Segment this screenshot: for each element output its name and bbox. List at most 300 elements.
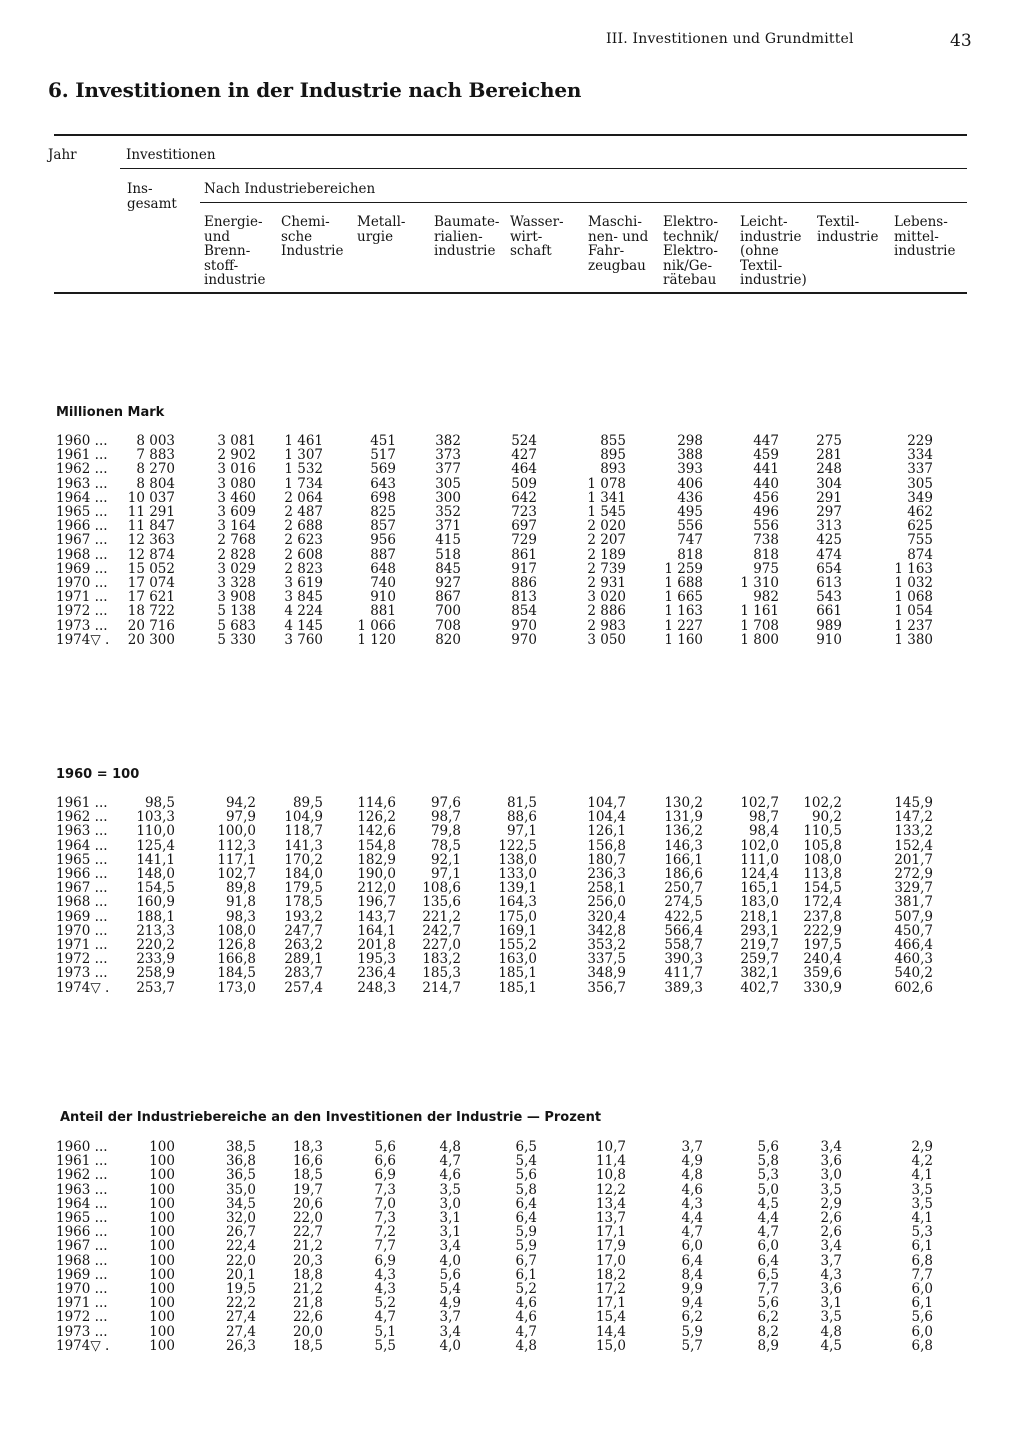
table-cell: 247,7 bbox=[284, 922, 323, 939]
table-row bbox=[0, 852, 1024, 866]
table-cell: 145,9 bbox=[894, 795, 933, 811]
table-cell: 5,4 bbox=[515, 1153, 537, 1170]
table-cell: 855 bbox=[600, 433, 626, 449]
table-cell: 100 bbox=[149, 1195, 175, 1212]
table-cell: 233,9 bbox=[136, 951, 175, 968]
table-cell: 4,9 bbox=[681, 1153, 703, 1170]
table-cell: 183,0 bbox=[740, 894, 779, 911]
col-head-baumaterial: Baumate- rialien- industrie bbox=[434, 214, 500, 259]
table-cell: 6,1 bbox=[911, 1295, 933, 1312]
table-cell: 304 bbox=[816, 475, 842, 492]
row-year: 1963 ... bbox=[56, 1181, 108, 1198]
table-cell: 18,5 bbox=[292, 1337, 323, 1354]
table-cell: 3 760 bbox=[284, 631, 323, 648]
table-cell: 887 bbox=[370, 546, 396, 563]
table-cell: 22,0 bbox=[225, 1252, 256, 1269]
table-cell: 12 874 bbox=[127, 546, 175, 563]
table-cell: 3,5 bbox=[911, 1181, 933, 1198]
table-cell: 381,7 bbox=[894, 894, 933, 911]
section-label-index: 1960 = 100 bbox=[56, 767, 140, 782]
table-cell: 2 886 bbox=[587, 603, 626, 620]
row-year: 1962 ... bbox=[56, 809, 108, 826]
row-year: 1967 ... bbox=[56, 1238, 108, 1255]
table-cell: 102,7 bbox=[217, 866, 256, 882]
header-rule-1 bbox=[120, 168, 967, 169]
table-cell: 195,3 bbox=[357, 951, 396, 968]
col-head-insgesamt: Ins- gesamt bbox=[127, 181, 177, 212]
table-cell: 729 bbox=[511, 532, 537, 549]
table-cell: 4,8 bbox=[681, 1167, 703, 1184]
row-year: 1968 ... bbox=[56, 894, 108, 911]
table-cell: 6,9 bbox=[374, 1252, 396, 1269]
table-cell: 4,8 bbox=[820, 1323, 842, 1340]
table-cell: 2 487 bbox=[284, 504, 323, 520]
table-cell: 845 bbox=[435, 560, 461, 577]
table-cell: 4,1 bbox=[911, 1167, 933, 1184]
col-head-chemie: Chemi- sche Industrie bbox=[281, 214, 344, 259]
table-cell: 229 bbox=[907, 433, 933, 449]
table-cell: 415 bbox=[435, 532, 461, 549]
table-cell: 20,6 bbox=[292, 1195, 323, 1212]
table-row bbox=[0, 1182, 1024, 1196]
table-row bbox=[0, 461, 1024, 478]
col-head-nach-bereichen: Nach Industriebereichen bbox=[204, 181, 376, 197]
table-cell: 18,2 bbox=[595, 1266, 626, 1283]
table-cell: 4,7 bbox=[439, 1153, 461, 1170]
row-year: 1964 ... bbox=[56, 489, 108, 506]
table-cell: 6,7 bbox=[515, 1252, 537, 1269]
table-cell: 97,1 bbox=[506, 823, 537, 840]
table-cell: 22,7 bbox=[292, 1224, 323, 1241]
table-row bbox=[0, 433, 1024, 447]
table-cell: 10,8 bbox=[595, 1167, 626, 1184]
table-cell: 117,1 bbox=[217, 851, 256, 868]
table-cell: 3 081 bbox=[217, 433, 256, 449]
section-label-millionen-mark: Millionen Mark bbox=[56, 405, 165, 420]
table-cell: 289,1 bbox=[284, 951, 323, 968]
row-year: 1969 ... bbox=[56, 1266, 108, 1283]
table-row bbox=[0, 561, 1024, 575]
table-cell: 556 bbox=[677, 518, 703, 535]
table-cell: 218,1 bbox=[740, 908, 779, 925]
table-cell: 507,9 bbox=[894, 908, 933, 925]
table-cell: 122,5 bbox=[498, 837, 537, 854]
table-cell: 893 bbox=[600, 461, 626, 478]
table-cell: 2 623 bbox=[284, 532, 323, 549]
table-cell: 1 545 bbox=[587, 504, 626, 520]
table-cell: 956 bbox=[370, 532, 396, 549]
table-cell: 427 bbox=[511, 447, 537, 464]
table-cell: 13,7 bbox=[595, 1210, 626, 1226]
table-cell: 154,5 bbox=[803, 880, 842, 897]
table-cell: 22,4 bbox=[225, 1238, 256, 1255]
table-cell: 313 bbox=[816, 518, 842, 535]
table-cell: 6,8 bbox=[911, 1252, 933, 1269]
table-cell: 342,8 bbox=[587, 922, 626, 939]
table-cell: 558,7 bbox=[664, 937, 703, 953]
table-cell: 4 224 bbox=[284, 603, 323, 620]
table-cell: 185,1 bbox=[498, 965, 537, 982]
table-cell: 98,5 bbox=[144, 795, 175, 811]
table-cell: 184,0 bbox=[284, 866, 323, 882]
table-cell: 6,5 bbox=[757, 1266, 779, 1283]
table-cell: 436 bbox=[677, 489, 703, 506]
table-cell: 6,4 bbox=[681, 1252, 703, 1269]
table-cell: 300 bbox=[435, 489, 461, 506]
table-cell: 1 163 bbox=[664, 603, 703, 620]
table-cell: 334 bbox=[907, 447, 933, 464]
table-cell: 6,6 bbox=[374, 1153, 396, 1170]
table-cell: 6,4 bbox=[515, 1195, 537, 1212]
table-cell: 3,4 bbox=[439, 1323, 461, 1340]
table-cell: 154,5 bbox=[136, 880, 175, 897]
table-cell: 17,1 bbox=[595, 1224, 626, 1241]
table-cell: 460,3 bbox=[894, 951, 933, 968]
table-cell: 148,0 bbox=[136, 866, 175, 882]
col-head-leichtindustrie: Leicht- industrie (ohne Textil- industrie) bbox=[740, 214, 807, 288]
table-cell: 188,1 bbox=[136, 908, 175, 925]
row-year: 1966 ... bbox=[56, 866, 108, 882]
table-cell: 1 160 bbox=[664, 631, 703, 648]
table-cell: 4,5 bbox=[757, 1195, 779, 1212]
table-row bbox=[0, 1139, 1024, 1153]
table-cell: 1 259 bbox=[664, 560, 703, 577]
table-cell: 982 bbox=[753, 589, 779, 606]
table-cell: 425 bbox=[816, 532, 842, 549]
header-top-rule bbox=[54, 134, 967, 136]
table-cell: 100 bbox=[149, 1139, 175, 1155]
table-cell: 100 bbox=[149, 1323, 175, 1340]
table-cell: 874 bbox=[907, 546, 933, 563]
row-year: 1973 ... bbox=[56, 617, 108, 634]
row-year: 1967 ... bbox=[56, 532, 108, 549]
table-cell: 329,7 bbox=[894, 880, 933, 897]
table-cell: 11 291 bbox=[127, 504, 175, 520]
row-year: 1963 ... bbox=[56, 475, 108, 492]
table-cell: 6,0 bbox=[911, 1281, 933, 1297]
table-cell: 569 bbox=[370, 461, 396, 478]
table-title: 6. Investitionen in der Industrie nach Bereichen bbox=[48, 78, 582, 102]
table-cell: 139,1 bbox=[498, 880, 537, 897]
table-cell: 1 688 bbox=[664, 575, 703, 591]
table-cell: 102,0 bbox=[740, 837, 779, 854]
table-cell: 5 683 bbox=[217, 617, 256, 634]
row-year: 1962 ... bbox=[56, 1167, 108, 1184]
table-cell: 100 bbox=[149, 1153, 175, 1170]
table-cell: 88,6 bbox=[506, 809, 537, 826]
table-cell: 388 bbox=[677, 447, 703, 464]
table-cell: 100 bbox=[149, 1210, 175, 1226]
table-cell: 7,2 bbox=[374, 1224, 396, 1241]
table-cell: 20,3 bbox=[292, 1252, 323, 1269]
table-cell: 22,0 bbox=[292, 1210, 323, 1226]
table-cell: 6,0 bbox=[757, 1238, 779, 1255]
row-year: 1969 ... bbox=[56, 908, 108, 925]
table-cell: 172,4 bbox=[803, 894, 842, 911]
table-cell: 3,5 bbox=[820, 1181, 842, 1198]
table-cell: 2 020 bbox=[587, 518, 626, 535]
table-cell: 723 bbox=[511, 504, 537, 520]
table-cell: 1 461 bbox=[284, 433, 323, 449]
table-row bbox=[0, 447, 1024, 464]
table-cell: 19,7 bbox=[292, 1181, 323, 1198]
table-cell: 3,5 bbox=[911, 1195, 933, 1212]
table-cell: 4,0 bbox=[439, 1252, 461, 1269]
table-cell: 825 bbox=[370, 504, 396, 520]
table-cell: 3 050 bbox=[587, 631, 626, 648]
table-cell: 3,5 bbox=[439, 1181, 461, 1198]
table-cell: 196,7 bbox=[357, 894, 396, 911]
table-cell: 2,9 bbox=[911, 1139, 933, 1155]
table-cell: 105,8 bbox=[803, 837, 842, 854]
row-year: 1965 ... bbox=[56, 851, 108, 868]
table-cell: 3 020 bbox=[587, 589, 626, 606]
row-year: 1962 ... bbox=[56, 461, 108, 478]
row-year: 1968 ... bbox=[56, 1252, 108, 1269]
table-cell: 113,8 bbox=[803, 866, 842, 882]
table-cell: 5 330 bbox=[217, 631, 256, 648]
table-cell: 18 722 bbox=[127, 603, 175, 620]
row-year: 1964 ... bbox=[56, 837, 108, 854]
table-cell: 910 bbox=[816, 631, 842, 648]
table-cell: 2 983 bbox=[587, 617, 626, 634]
table-cell: 3 460 bbox=[217, 489, 256, 506]
row-year: 1974▽ . bbox=[56, 1337, 110, 1354]
table-cell: 173,0 bbox=[217, 979, 256, 996]
table-cell: 291 bbox=[816, 489, 842, 506]
row-year: 1970 ... bbox=[56, 575, 108, 591]
table-cell: 163,0 bbox=[498, 951, 537, 968]
table-cell: 130,2 bbox=[664, 795, 703, 811]
table-cell: 356,7 bbox=[587, 979, 626, 996]
table-cell: 141,3 bbox=[284, 837, 323, 854]
table-cell: 100 bbox=[149, 1266, 175, 1283]
table-cell: 352 bbox=[435, 504, 461, 520]
table-cell: 110,0 bbox=[136, 823, 175, 840]
table-cell: 389,3 bbox=[664, 979, 703, 996]
table-cell: 5 138 bbox=[217, 603, 256, 620]
table-cell: 8 003 bbox=[136, 433, 175, 449]
table-row bbox=[0, 866, 1024, 880]
col-head-lebensmittel: Lebens- mittel- industrie bbox=[894, 214, 956, 259]
row-year: 1971 ... bbox=[56, 1295, 108, 1312]
table-row bbox=[0, 965, 1024, 982]
table-cell: 1 708 bbox=[740, 617, 779, 634]
table-cell: 221,2 bbox=[422, 908, 461, 925]
table-cell: 857 bbox=[370, 518, 396, 535]
table-cell: 390,3 bbox=[664, 951, 703, 968]
table-cell: 236,4 bbox=[357, 965, 396, 982]
table-cell: 970 bbox=[511, 631, 537, 648]
table-row bbox=[0, 980, 1024, 994]
table-cell: 15 052 bbox=[127, 560, 175, 577]
row-year: 1973 ... bbox=[56, 965, 108, 982]
table-cell: 222,9 bbox=[803, 922, 842, 939]
col-head-metallurgie: Metall- urgie bbox=[357, 214, 406, 245]
table-cell: 100 bbox=[149, 1238, 175, 1255]
table-cell: 1 307 bbox=[284, 447, 323, 464]
table-cell: 8,2 bbox=[757, 1323, 779, 1340]
table-cell: 462 bbox=[907, 504, 933, 520]
table-cell: 164,1 bbox=[357, 922, 396, 939]
table-cell: 4,6 bbox=[515, 1295, 537, 1312]
table-cell: 359,6 bbox=[803, 965, 842, 982]
table-cell: 155,2 bbox=[498, 937, 537, 953]
table-row bbox=[0, 1210, 1024, 1224]
table-cell: 26,3 bbox=[225, 1337, 256, 1354]
table-cell: 661 bbox=[816, 603, 842, 620]
table-cell: 111,0 bbox=[740, 851, 779, 868]
table-row bbox=[0, 490, 1024, 504]
table-row bbox=[0, 603, 1024, 620]
table-cell: 371 bbox=[435, 518, 461, 535]
table-row bbox=[0, 1224, 1024, 1241]
table-cell: 867 bbox=[435, 589, 461, 606]
table-cell: 441 bbox=[753, 461, 779, 478]
table-cell: 602,6 bbox=[894, 979, 933, 996]
table-cell: 540,2 bbox=[894, 965, 933, 982]
table-cell: 20,0 bbox=[292, 1323, 323, 1340]
table-cell: 4,8 bbox=[439, 1139, 461, 1155]
table-row bbox=[0, 795, 1024, 809]
row-year: 1961 ... bbox=[56, 1153, 108, 1170]
table-cell: 818 bbox=[677, 546, 703, 563]
table-row bbox=[0, 1253, 1024, 1267]
table-cell: 8,9 bbox=[757, 1337, 779, 1354]
table-cell: 854 bbox=[511, 603, 537, 620]
row-year: 1964 ... bbox=[56, 1195, 108, 1212]
table-cell: 259,7 bbox=[740, 951, 779, 968]
table-cell: 5,4 bbox=[439, 1281, 461, 1297]
table-cell: 201,8 bbox=[357, 937, 396, 953]
table-row bbox=[0, 1295, 1024, 1312]
table-cell: 910 bbox=[370, 589, 396, 606]
table-cell: 131,9 bbox=[664, 809, 703, 826]
table-cell: 2 608 bbox=[284, 546, 323, 563]
table-cell: 18,3 bbox=[292, 1139, 323, 1155]
table-cell: 1 161 bbox=[740, 603, 779, 620]
table-cell: 975 bbox=[753, 560, 779, 577]
table-cell: 4,1 bbox=[911, 1210, 933, 1226]
table-row bbox=[0, 923, 1024, 937]
table-cell: 178,5 bbox=[284, 894, 323, 911]
table-cell: 4,6 bbox=[439, 1167, 461, 1184]
table-cell: 2 828 bbox=[217, 546, 256, 563]
table-cell: 861 bbox=[511, 546, 537, 563]
table-cell: 126,1 bbox=[587, 823, 626, 840]
table-cell: 17,1 bbox=[595, 1295, 626, 1312]
table-cell: 518 bbox=[435, 546, 461, 563]
table-cell: 15,0 bbox=[595, 1337, 626, 1354]
table-row bbox=[0, 476, 1024, 490]
table-cell: 881 bbox=[370, 603, 396, 620]
table-cell: 3 619 bbox=[284, 575, 323, 591]
col-head-year: Jahr bbox=[48, 147, 77, 163]
row-year: 1970 ... bbox=[56, 1281, 108, 1297]
table-cell: 1 054 bbox=[894, 603, 933, 620]
table-cell: 142,6 bbox=[357, 823, 396, 840]
table-cell: 242,7 bbox=[422, 922, 461, 939]
table-cell: 175,0 bbox=[498, 908, 537, 925]
table-cell: 100 bbox=[149, 1337, 175, 1354]
table-cell: 147,2 bbox=[894, 809, 933, 826]
table-cell: 89,5 bbox=[292, 795, 323, 811]
table-cell: 17 621 bbox=[127, 589, 175, 606]
col-head-elektrotechnik: Elektro- technik/ Elektro- nik/Ge- rätebau bbox=[663, 214, 719, 288]
table-cell: 4,7 bbox=[681, 1224, 703, 1241]
table-cell: 6,9 bbox=[374, 1167, 396, 1184]
table-cell: 90,2 bbox=[811, 809, 842, 826]
table-cell: 450,7 bbox=[894, 922, 933, 939]
table-row bbox=[0, 589, 1024, 606]
table-cell: 22,2 bbox=[225, 1295, 256, 1312]
table-cell: 102,7 bbox=[740, 795, 779, 811]
table-row bbox=[0, 809, 1024, 826]
table-cell: 12,2 bbox=[595, 1181, 626, 1198]
table-cell: 700 bbox=[435, 603, 461, 620]
table-cell: 6,5 bbox=[515, 1139, 537, 1155]
table-cell: 114,6 bbox=[357, 795, 396, 811]
table-cell: 154,8 bbox=[357, 837, 396, 854]
table-cell: 11,4 bbox=[595, 1153, 626, 1170]
table-cell: 2,6 bbox=[820, 1210, 842, 1226]
table-cell: 17 074 bbox=[127, 575, 175, 591]
row-year: 1961 ... bbox=[56, 447, 108, 464]
row-year: 1963 ... bbox=[56, 823, 108, 840]
table-cell: 112,3 bbox=[217, 837, 256, 854]
row-year: 1969 ... bbox=[56, 560, 108, 577]
table-cell: 456 bbox=[753, 489, 779, 506]
table-cell: 3,0 bbox=[439, 1195, 461, 1212]
table-row bbox=[0, 1196, 1024, 1210]
table-cell: 4,8 bbox=[515, 1337, 537, 1354]
table-cell: 927 bbox=[435, 575, 461, 591]
table-cell: 353,2 bbox=[587, 937, 626, 953]
table-cell: 98,3 bbox=[225, 908, 256, 925]
table-row bbox=[0, 951, 1024, 968]
table-cell: 272,9 bbox=[894, 866, 933, 882]
table-cell: 9,4 bbox=[681, 1295, 703, 1312]
table-cell: 4,5 bbox=[820, 1337, 842, 1354]
table-cell: 7,7 bbox=[374, 1238, 396, 1255]
col-head-wasserwirtschaft: Wasser- wirt- schaft bbox=[510, 214, 564, 259]
table-cell: 5,6 bbox=[439, 1266, 461, 1283]
table-cell: 8 270 bbox=[136, 461, 175, 478]
table-cell: 138,0 bbox=[498, 851, 537, 868]
table-cell: 227,0 bbox=[422, 937, 461, 953]
table-cell: 237,8 bbox=[803, 908, 842, 925]
table-cell: 160,9 bbox=[136, 894, 175, 911]
table-cell: 3 016 bbox=[217, 461, 256, 478]
table-cell: 240,4 bbox=[803, 951, 842, 968]
table-cell: 5,1 bbox=[374, 1323, 396, 1340]
table-cell: 496 bbox=[753, 504, 779, 520]
table-cell: 305 bbox=[435, 475, 461, 492]
table-cell: 6,2 bbox=[757, 1309, 779, 1326]
table-cell: 1 734 bbox=[284, 475, 323, 492]
table-cell: 3,7 bbox=[439, 1309, 461, 1326]
table-cell: 156,8 bbox=[587, 837, 626, 854]
table-cell: 184,5 bbox=[217, 965, 256, 982]
table-row bbox=[0, 1167, 1024, 1184]
table-cell: 5,9 bbox=[515, 1224, 537, 1241]
table-cell: 5,3 bbox=[757, 1167, 779, 1184]
table-cell: 166,1 bbox=[664, 851, 703, 868]
table-row bbox=[0, 1267, 1024, 1281]
table-cell: 406 bbox=[677, 475, 703, 492]
row-year: 1974▽ . bbox=[56, 979, 110, 996]
table-cell: 543 bbox=[816, 589, 842, 606]
